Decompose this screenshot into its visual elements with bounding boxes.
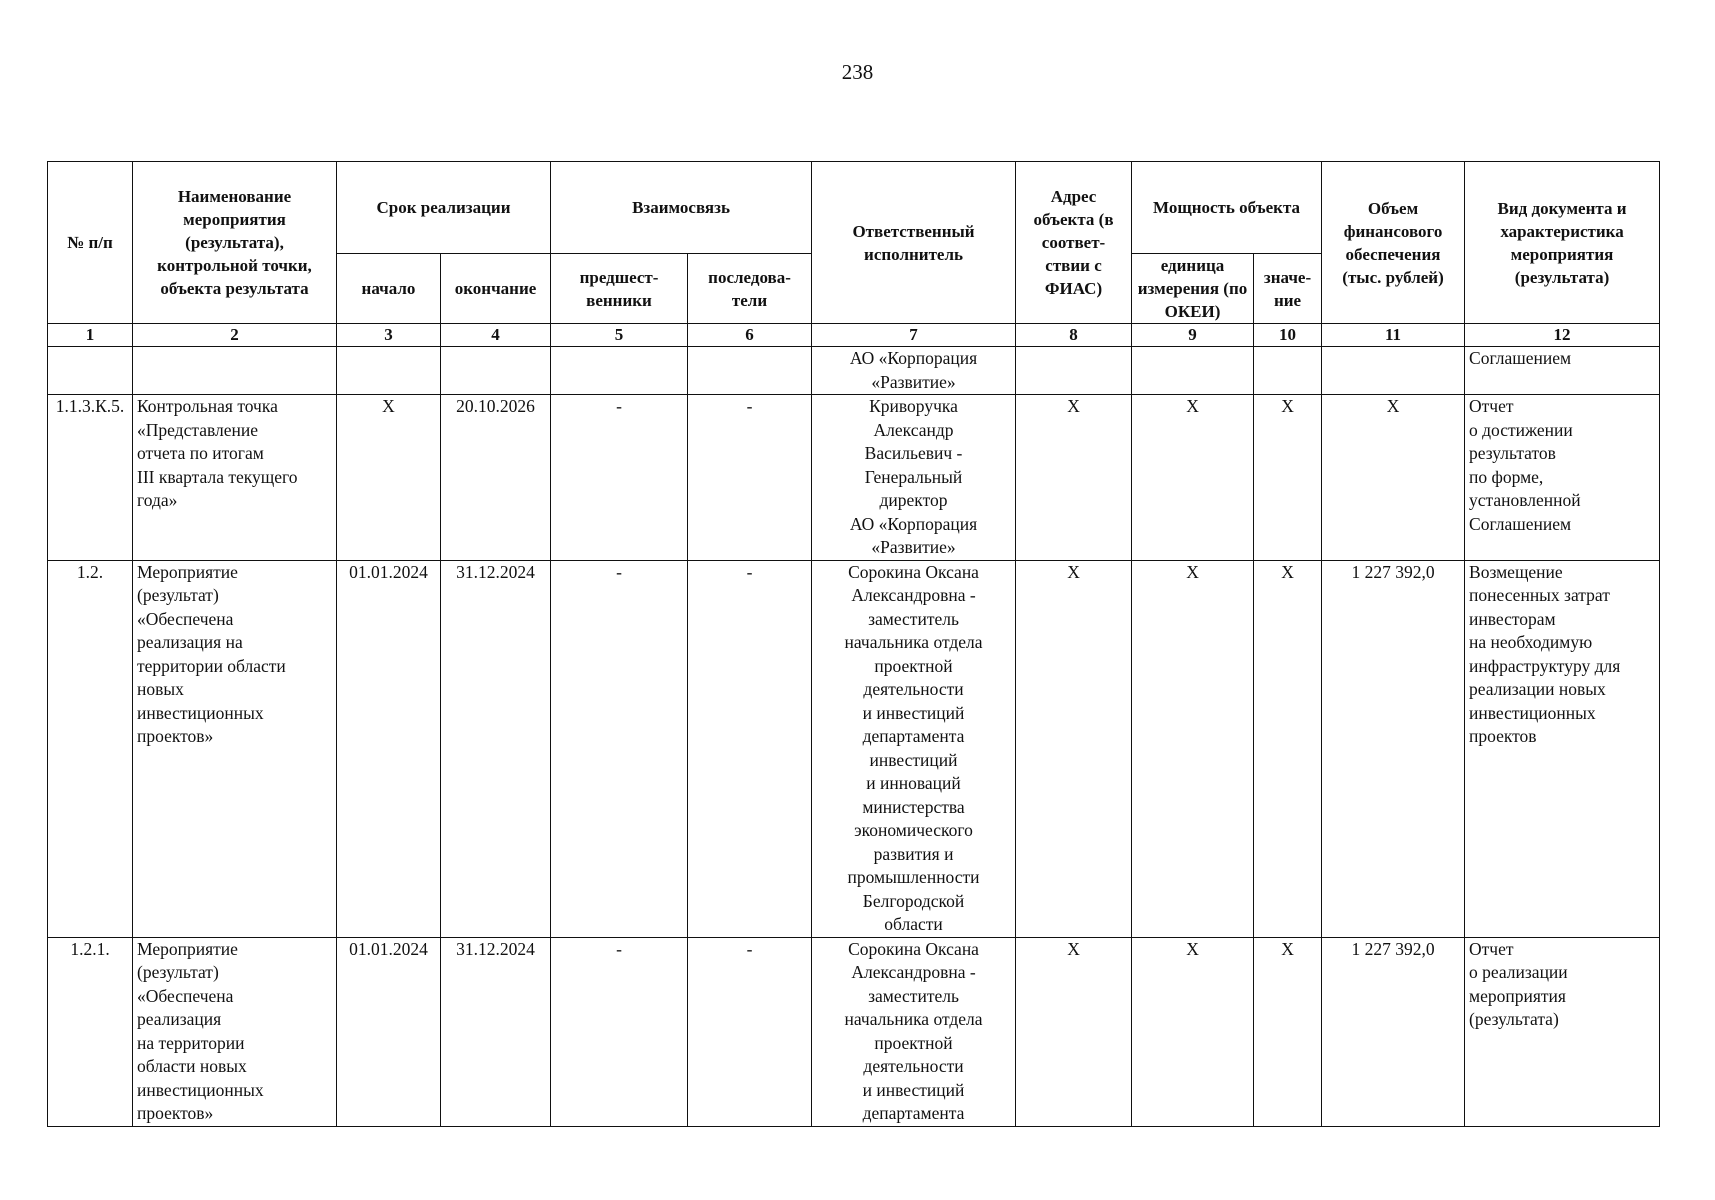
column-number: 2: [133, 324, 337, 347]
cell-next: [688, 347, 812, 395]
table-row: [48, 395, 1660, 561]
header-capacity: Мощность объекта: [1132, 162, 1322, 254]
header-link-next: последова-тели: [688, 254, 812, 324]
cell-executor: Сорокина Оксана Александровна - заместитель начальника отдела проектной деятельности и инвестиций департамента инвестиций и инноваций министерства экономического развития и промышленности Белгородской области: [812, 560, 1016, 937]
header-link-prev: предшест-венники: [551, 254, 688, 324]
column-number: 12: [1465, 324, 1660, 347]
cell-prev: -: [551, 395, 688, 561]
cell-value: Х: [1254, 560, 1322, 937]
cell-end: 31.12.2024: [441, 560, 551, 937]
header-capacity-unit: единица измерения (по ОКЕИ): [1132, 254, 1254, 324]
cell-document: Соглашением: [1465, 347, 1660, 395]
column-number: 4: [441, 324, 551, 347]
cell-name: Мероприятие (результат) «Обеспечена реализация на территории области новых инвестиционных проектов»: [133, 560, 337, 937]
header-executor: Ответственный исполнитель: [812, 162, 1016, 324]
cell-end: [441, 347, 551, 395]
cell-unit: Х: [1132, 395, 1254, 561]
cell-end: 31.12.2024: [441, 937, 551, 1126]
cell-name: [133, 347, 337, 395]
column-number: 3: [337, 324, 441, 347]
cell-unit: Х: [1132, 937, 1254, 1126]
cell-document: Отчет о реализации мероприятия (результата): [1465, 937, 1660, 1126]
table-body: [48, 347, 1660, 1127]
cell-address: Х: [1016, 560, 1132, 937]
header-link: Взаимосвязь: [551, 162, 812, 254]
cell-executor: АО «Корпорация «Развитие»: [812, 347, 1016, 395]
cell-next: -: [688, 937, 812, 1126]
cell-document: Отчет о достижении результатов по форме, установленной Соглашением: [1465, 395, 1660, 561]
column-number: 8: [1016, 324, 1132, 347]
cell-executor: Сорокина Оксана Александровна - заместитель начальника отдела проектной деятельности и инвестиций департамента: [812, 937, 1016, 1126]
cell-prev: -: [551, 560, 688, 937]
cell-start: Х: [337, 395, 441, 561]
header-finance: Объем финансового обеспечения (тыс. рублей): [1322, 162, 1465, 324]
cell-num: 1.2.: [48, 560, 133, 937]
table-row: [48, 560, 1660, 937]
cell-prev: -: [551, 937, 688, 1126]
cell-finance: Х: [1322, 395, 1465, 561]
cell-start: [337, 347, 441, 395]
column-number: 10: [1254, 324, 1322, 347]
cell-name: Мероприятие (результат) «Обеспечена реализация на территории области новых инвестиционных проектов»: [133, 937, 337, 1126]
cell-start: 01.01.2024: [337, 560, 441, 937]
column-number: 9: [1132, 324, 1254, 347]
cell-num: [48, 347, 133, 395]
cell-start: 01.01.2024: [337, 937, 441, 1126]
header-capacity-value: значе-ние: [1254, 254, 1322, 324]
column-number: 6: [688, 324, 812, 347]
cell-num: 1.2.1.: [48, 937, 133, 1126]
header-term-start: начало: [337, 254, 441, 324]
cell-document: Возмещение понесенных затрат инвесторам на необходимую инфраструктуру для реализации новых инвестиционных проектов: [1465, 560, 1660, 937]
header-num: № п/п: [48, 162, 133, 324]
cell-prev: [551, 347, 688, 395]
table-header: [48, 162, 1660, 347]
header-document: Вид документа и характеристика мероприятия (результата): [1465, 162, 1660, 324]
header-name: Наименование мероприятия (результата), контрольной точки, объекта результата: [133, 162, 337, 324]
table-row: [48, 347, 1660, 395]
cell-unit: [1132, 347, 1254, 395]
column-number: 1: [48, 324, 133, 347]
column-number: 11: [1322, 324, 1465, 347]
cell-next: -: [688, 560, 812, 937]
cell-address: Х: [1016, 395, 1132, 561]
cell-value: [1254, 347, 1322, 395]
cell-end: 20.10.2026: [441, 395, 551, 561]
cell-next: -: [688, 395, 812, 561]
column-number: 7: [812, 324, 1016, 347]
column-number: 5: [551, 324, 688, 347]
cell-executor: Криворучка Александр Васильевич - Генеральный директор АО «Корпорация «Развитие»: [812, 395, 1016, 561]
cell-finance: 1 227 392,0: [1322, 937, 1465, 1126]
cell-num: 1.1.3.К.5.: [48, 395, 133, 561]
table-row: [48, 937, 1660, 1126]
page-number: 238: [841, 60, 874, 84]
cell-value: Х: [1254, 937, 1322, 1126]
cell-address: Х: [1016, 937, 1132, 1126]
cell-finance: 1 227 392,0: [1322, 560, 1465, 937]
cell-address: [1016, 347, 1132, 395]
column-numbers-row: [48, 324, 1660, 347]
header-term: Срок реализации: [337, 162, 551, 254]
header-address: Адрес объекта (в соответ-ствии с ФИАС): [1016, 162, 1132, 324]
measures-table: [47, 161, 1660, 1127]
cell-value: Х: [1254, 395, 1322, 561]
header-term-end: окончание: [441, 254, 551, 324]
cell-name: Контрольная точка «Представление отчета по итогам III квартала текущего года»: [133, 395, 337, 561]
cell-unit: Х: [1132, 560, 1254, 937]
cell-finance: [1322, 347, 1465, 395]
